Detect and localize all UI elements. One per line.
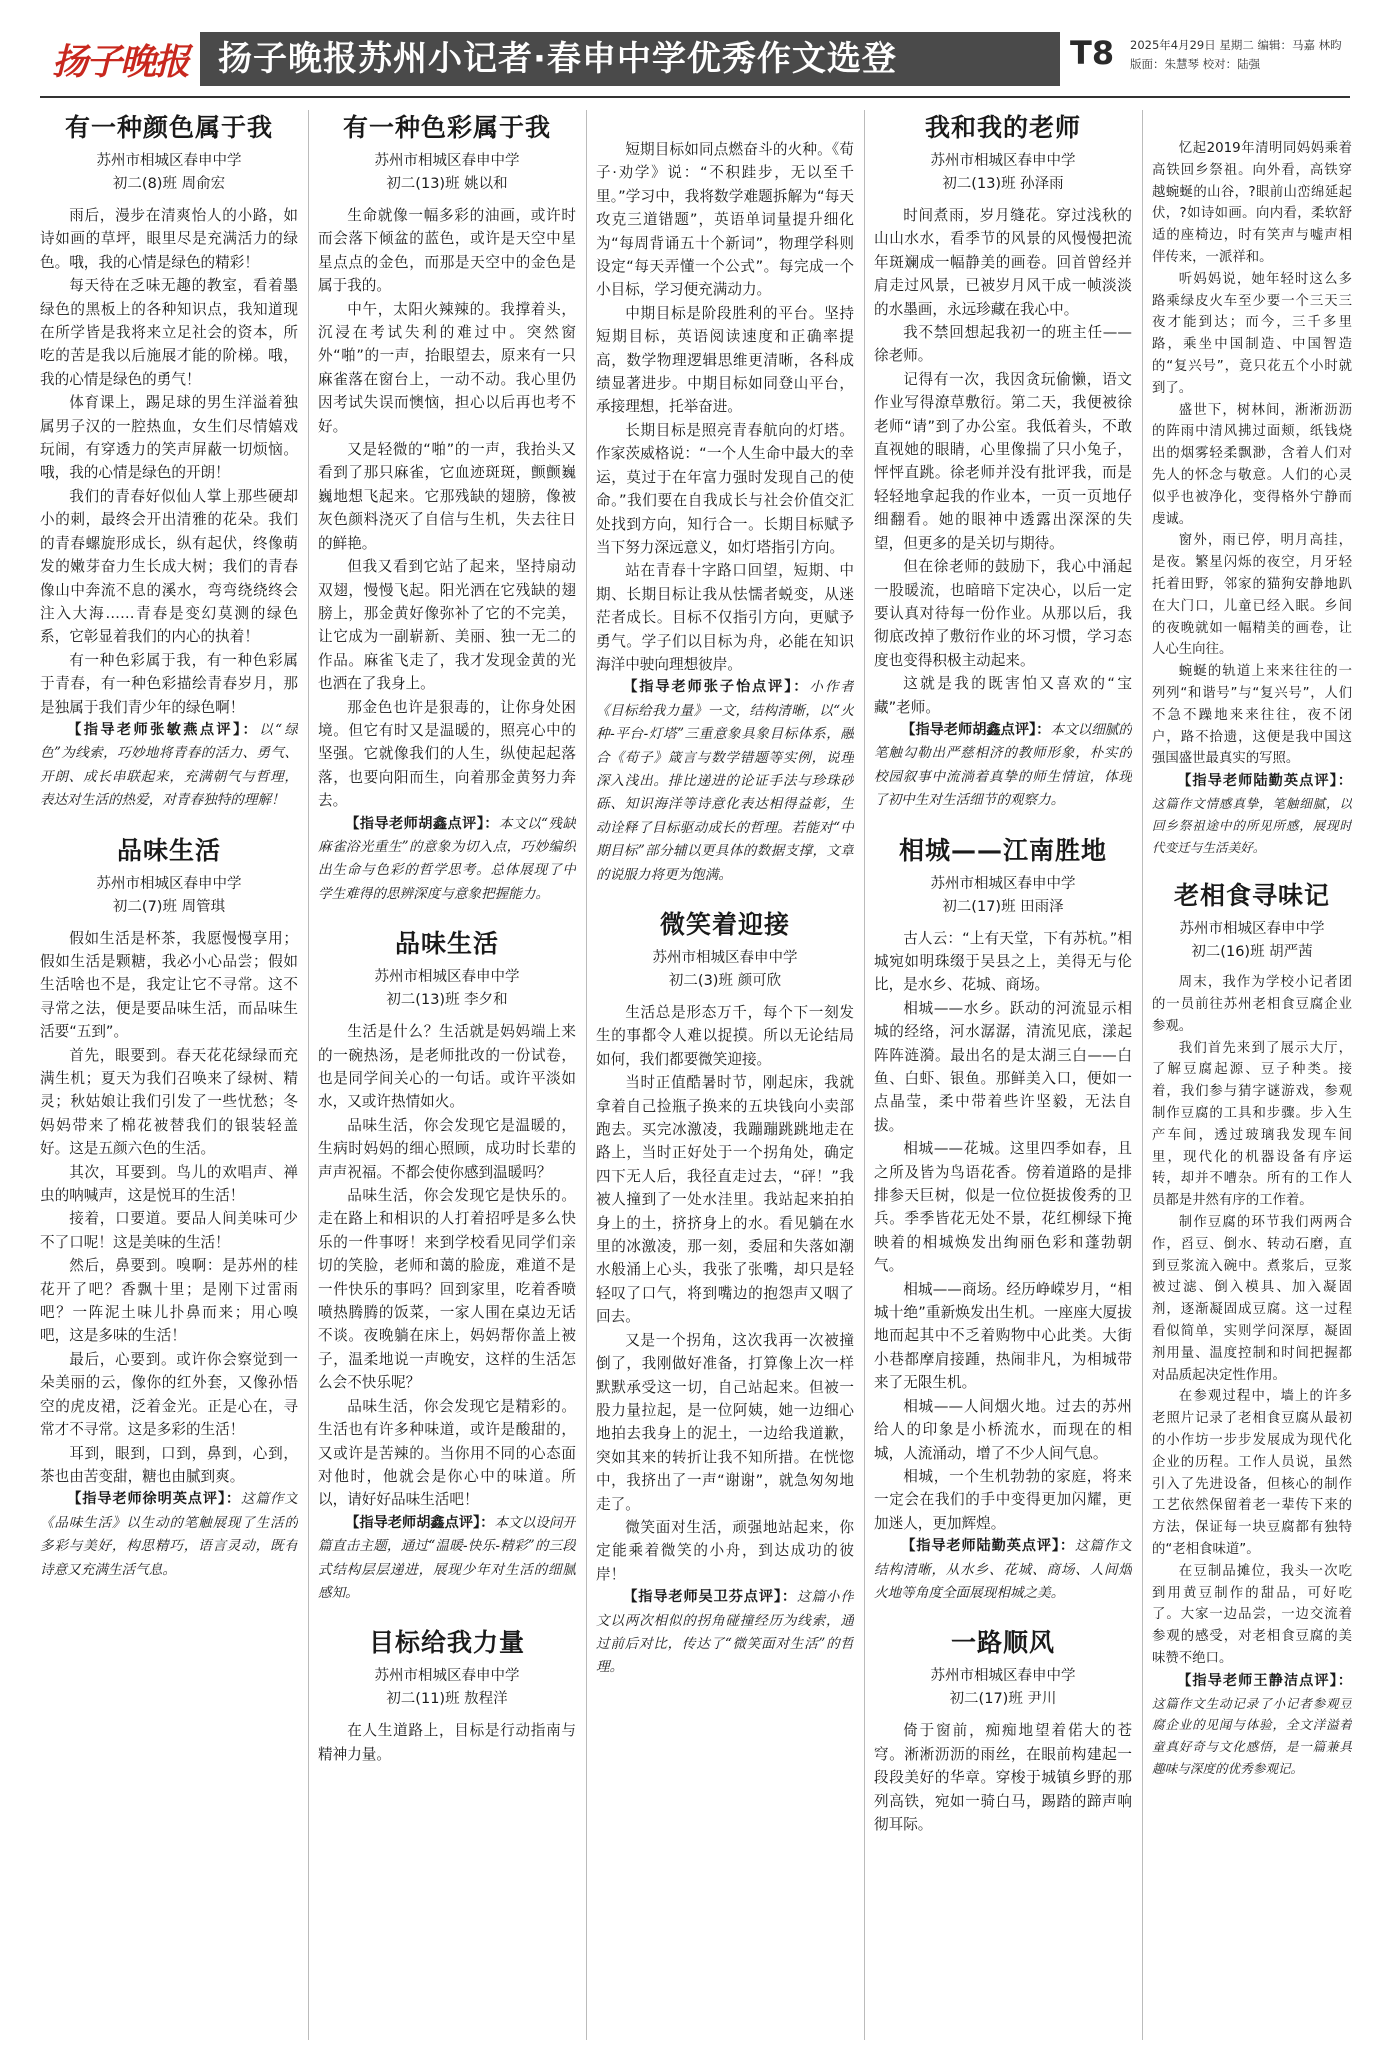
comment-label: 【指导老师张子怡点评】：: [623, 679, 810, 696]
article-author: 初二(3)班 颜可欣: [668, 973, 782, 989]
article-school: 苏州市相城区春申中学: [930, 1668, 1076, 1685]
article-paragraph: 记得有一次，我因贪玩偷懒，语文作业写得潦草敷衍。第二天，我便被徐老师“请”到了办公室。我低着头，不敢直视她的眼睛，心里像揣了只小兔子，怦怦直跳。徐老师并没有批评我，而是轻轻地拿起我的作业本，一页一页地仔细翻看。她的眼神中透露出深深的失望，但更多的是关切与期待。: [874, 370, 1132, 552]
article-paragraph: 古人云：“上有天堂，下有苏杭。”相城宛如明珠缀于吴县之上，美得无与伦比，是水乡、花城、商场。: [874, 929, 1132, 994]
page-number: T8: [1070, 34, 1115, 72]
article-school: 苏州市相城区春申中学: [930, 153, 1076, 169]
comment-label: 【指导老师张敏燕点评】：: [67, 721, 260, 738]
article-paragraph: 中期目标是阶段胜利的平台。坚持短期目标，英语阅读速度和正确率提高，数学物理逻辑思维更清晰，各科成绩显著进步。中期目标如同登山平台，承接理想，托举奋进。: [596, 304, 854, 416]
article-paragraph: 我们的青春好似仙人掌上那些硬却小的刺，最终会开出清雅的花朵。我们的青春螺旋形成长，纵有起伏，终像萌发的嫩芽奋力生长成大树；我们的青春像山中奔流不息的溪水，弯弯绕绕终会注入大海……青春是变幻莫测的绿色系，它彰显着我们的内心的执着！: [40, 487, 298, 646]
article-author: 初二(17)班 尹川: [949, 1691, 1057, 1708]
comment-text: 这篇小作文以两次相似的拐角碰撞经历为线索，通过前后对比，传达了“微笑面对生活”的哲理。: [596, 1589, 854, 1676]
page-meta: [1130, 36, 1360, 74]
teacher-comment: [874, 1535, 1132, 1605]
comment-text: 本文以设问开篇直击主题，通过“温暖-快乐-精彩”的三段式结构层层递进，展现少年对生活的细腻感知。: [318, 1514, 576, 1601]
article-title: 品味生活: [394, 929, 499, 959]
article-paragraph: 又是一个拐角，这次我再一次被撞倒了，我刚做好准备，打算像上次一样默默承受这一切，自己站起来。但被一股力量拉起，是一位阿姨，她一边细心地拍去我身上的泥土，一边给我道歉，突如其来的转折让我不知所措。在恍惚中，我挤出了一声“谢谢”，就急匆匆地走了。: [596, 1331, 854, 1513]
article-paragraph: 生活总是形态万千，每个下一刻发生的事都令人难以捉摸。所以无论结局如何，我们都要微笑迎接。: [596, 1004, 854, 1068]
column-divider: [308, 110, 309, 2040]
article-paragraph: 生命就像一幅多彩的油画，或许时而会落下倾盆的蓝色，或许是天空中星星点点的金色，而那是天空中的金色是属于我的。: [318, 207, 576, 295]
comment-label: 【指导老师胡鑫点评】：: [345, 815, 499, 832]
article-paragraph: 然后，鼻要到。嗅啊：是苏州的桂花开了吧？香飘十里；是刚下过雷雨吧？一阵泥土味儿扑鼻而来；用心嗅吧，这是多味的生活！: [40, 1257, 298, 1345]
column-2: [318, 104, 576, 1766]
article-paragraph: 制作豆腐的环节我们两两合作，舀豆、倒水、转动石磨，直到豆浆流入碗中。煮浆后，豆浆被过滤、倒入模具、加入凝固剂，逐渐凝固成豆腐。这一过程看似简单，实则学问深厚，凝固剂用量、温度控制和时间把握都对品质起决定性作用。: [1152, 1215, 1352, 1383]
teacher-comment: [596, 676, 854, 887]
article-paragraph: 在人生道路上，目标是行动指南与精神力量。: [318, 1722, 576, 1763]
article-continued: [596, 138, 854, 887]
meta-layout-proof: 版面：朱慧琴 校对：陆强: [1130, 57, 1261, 71]
article-title: 有一种颜色属于我: [64, 113, 273, 142]
article-paragraph: 接着，口要道。要品人间美味可少不了口呢！这是美味的生活！: [40, 1210, 298, 1251]
article-paragraph: 相城——花城。这里四季如春，且之所及皆为鸟语花香。傍着道路的是排排参天巨树，似是一位位挺拔俊秀的卫兵。季季皆花无处不景，花红柳绿下掩映着的相城焕发出绚丽色彩和蓬勃朝气。: [874, 1140, 1132, 1275]
article-paragraph: 站在青春十字路口回望，短期、中期、长期目标让我从怯懦者蜕变，从迷茫者成长。目标不仅指引方向，更赋予勇气。学子们以目标为舟，必能在知识海洋中驶向理想彼岸。: [596, 562, 854, 673]
meta-date-editor: 2025年4月29日 星期二 编辑：马嘉 林昀: [1130, 38, 1342, 52]
article-paragraph: 体育课上，踢足球的男生洋溢着独属男子汉的一腔热血，女生们尽情嬉戏玩闹，有穿透力的笑声屏蔽一切烦恼。哦，我的心情是绿色的开朗！: [40, 394, 298, 482]
article-title: 我和我的老师: [924, 113, 1081, 142]
article-paragraph: 雨后，漫步在清爽怡人的小路，如诗如画的草坪，眼里尽是充满活力的绿色。哦，我的心情是绿色的精彩！: [40, 207, 298, 271]
article-title: 目标给我力量: [368, 1628, 525, 1658]
comment-label: 【指导老师陆勤英点评】：: [1177, 773, 1352, 790]
article-paragraph: 盛世下，树林间，淅淅沥沥的阵雨中清风拂过面颊，纸钱烧出的烟雾轻柔飘渺，含着人们对先人的怀念与敬意。人们的心灵似乎也被净化，变得格外宁静而虔诚。: [1152, 402, 1352, 527]
comment-text: 这篇作文生动记录了小记者参观豆腐企业的见闻与体验，全文洋溢着童真好奇与文化感悟，是一篇兼具趣味与深度的优秀参观记。: [1152, 1695, 1352, 1776]
article: [318, 928, 576, 1605]
article-paragraph: 中午，太阳火辣辣的。我撑着头，沉浸在考试失利的难过中。突然窗外“啪”的一声，抬眼望去，原来有一只麻雀落在窗台上，一动不动。我心里仍因考试失误而懊恼，担心以后再也考不好。: [318, 300, 576, 435]
article-paragraph: 其次，耳要到。鸟儿的欢唱声、禅虫的呐喊声，这是悦耳的生活！: [40, 1163, 298, 1205]
article-paragraph: 耳到，眼到，口到，鼻到，心到，茶也由苦变甜，糖也由腻到爽。: [40, 1444, 298, 1485]
article: [318, 1627, 576, 1766]
article-paragraph: 当时正值酷暑时节，刚起床，我就拿着自己捡瓶子换来的五块钱向小卖部跑去。买完冰激凌，我蹦蹦跳跳地走在路上，当时正好处于一个拐角处，确定四下无人后，我径直走过去，“砰！”我被人撞到了一处水洼里。我站起来拍拍身上的土，挤挤身上的水。看见躺在水里的冰激凌，那一刻，委屈和失落如潮水般涌上心头，我张了张嘴，却只是轻轻叹了口气，将到嘴边的抱怨声又咽了回去。: [596, 1074, 854, 1326]
article-paragraph: 我不禁回想起我初一的班主任——徐老师。: [874, 324, 1132, 365]
article-paragraph: 我们首先来到了展示大厅，了解豆腐起源、豆子种类。接着，我们参与猜字谜游戏，参观制作豆腐的工具和步骤。步入生产车间，透过玻璃我发现车间里，现代化的机器设备有序运转，却并不嘈杂。所有的工作人员都是井然有序的工作着。: [1152, 1040, 1352, 1209]
column-divider: [864, 110, 865, 2040]
article: [1152, 880, 1352, 1779]
comment-text: 这篇作文结构清晰，从水乡、花城、商场、人间烟火地等角度全面展现相城之美。: [874, 1538, 1132, 1601]
article: [874, 112, 1132, 813]
teacher-comment: [596, 1586, 854, 1680]
article-continued: [1152, 138, 1352, 858]
article-author: 初二(11)班 敖程洋: [386, 1691, 508, 1708]
article-school: 苏州市相城区春申中学: [96, 153, 242, 169]
article: [40, 112, 298, 813]
article-author: 初二(13)班 李夕和: [386, 992, 508, 1009]
article-school: 苏州市相城区春申中学: [374, 969, 520, 986]
page-banner: 扬子晚报苏州小记者·春申中学优秀作文选登: [200, 32, 1060, 86]
article-paragraph: 又是轻微的“啪”的一声，我抬头又看到了那只麻雀，它血迹斑斑，颤颤巍巍地想飞起来。它那残缺的翅膀，像被灰色颜料浇灭了自信与生机，失去往日的鲜艳。: [318, 441, 576, 552]
teacher-comment: [40, 1488, 298, 1582]
article-paragraph: 相城——水乡。跃动的河流显示相城的经络，河水潺潺，清流见底，漾起阵阵涟漪。最出名的是太湖三白——白鱼、白虾、银鱼。那鲜美入口，便如一点晶莹，柔中带着些许坚毅，无法自拔。: [874, 999, 1132, 1134]
column-1: [40, 104, 298, 1582]
teacher-comment: [318, 813, 576, 907]
article-paragraph: 周末，我作为学校小记者团的一员前往苏州老相食豆腐企业参观。: [1152, 975, 1352, 1034]
article-paragraph: 每天待在乏味无趣的教室，看着墨绿色的黑板上的各种知识点，我知道现在所学皆是我将来立足社会的资本，所吃的苦是我以后施展才能的阶梯。哦，我的心情是绿色的勇气！: [40, 277, 298, 388]
article: [874, 835, 1132, 1606]
comment-text: 本文以细腻的笔触勾勒出严慈相济的教师形象，朴实的校园叙事中流淌着真挚的师生情谊，体现了初中生对生活细节的观察力。: [874, 721, 1132, 809]
article-paragraph: 忆起2019年清明同妈妈乘着高铁回乡祭祖。向外看，高铁穿越蜿蜒的山谷，?眼前山峦绵延起伏，?如诗如画。向内看，柔软舒适的座椅边，时有笑声与嘘声相伴传来，一派祥和。: [1152, 141, 1352, 265]
article-paragraph: 微笑面对生活，顽强地站起来，你定能乘着微笑的小舟，到达成功的彼岸！: [596, 1518, 854, 1583]
article-paragraph: 有一种色彩属于我，有一种色彩属于青春，有一种色彩描绘青春岁月，那是独属于我们青少年的绿色啊！: [40, 651, 298, 716]
article-author: 初二(16)班 胡严茜: [1191, 944, 1313, 961]
article-paragraph: 长期目标是照亮青春航向的灯塔。作家茨威格说：“一个人生命中最大的幸运，莫过于在年富力强时发现自己的使命。”我们要在自我成长与社会价值交汇处找到方向，知行合一。长期目标赋予当下努力深远意义，如灯塔指引方向。: [596, 421, 854, 556]
article-school: 苏州市相城区春申中学: [374, 153, 520, 169]
comment-text: 以“绿色”为线索，巧妙地将青春的活力、勇气、开朗、成长串联起来，充满朝气与哲理，表达对生活的热爱，对青春独特的理解！: [40, 721, 298, 809]
teacher-comment: [40, 719, 298, 813]
article-paragraph: 相城——人间烟火地。过去的苏州给人的印象是小桥流水，而现在的相城，人流涌动，增了不少人间气息。: [874, 1397, 1132, 1462]
article-title: 老相食寻味记: [1173, 881, 1330, 911]
comment-label: 【指导老师陆勤英点评】：: [901, 1538, 1075, 1555]
article-author: 初二(13)班 孙泽雨: [942, 176, 1064, 192]
article-paragraph: 听妈妈说，她年轻时这么多路乘绿皮火车至少要一个三天三夜才能到达；而今，三千多里路，乘坐中国制造、中国智造的“复兴号”，竟只花五个小时就到了。: [1152, 271, 1352, 396]
article-paragraph: 相城——商场。经历峥嵘岁月，“相城十绝”重新焕发出生机。一座座大厦拔地而起其中不乏着购物中心此类。大街小巷都摩肩接踵，热闹非凡，为相城带来了无限生机。: [874, 1280, 1132, 1392]
comment-label: 【指导老师胡鑫点评】：: [345, 1514, 495, 1531]
teacher-comment: [318, 1512, 576, 1606]
page-header: [40, 28, 1350, 92]
article-paragraph: 相城，一个生机勃勃的家庭，将来一定会在我们的手中变得更加闪耀，更加迷人，更加辉煌。: [874, 1467, 1132, 1532]
column-divider: [1142, 110, 1143, 2040]
article-paragraph: 时间煮雨，岁月缝花。穿过浅秋的山山水水，看季节的风景的风慢慢把流年斑斓成一幅静美的画卷。回首曾经并肩走过风景，已被岁月风干成一帧淡淡的水墨画，永远珍藏在我心中。: [874, 207, 1132, 318]
teacher-comment: [1152, 770, 1352, 858]
comment-text: 本文以“残缺麻雀浴光重生”的意象为切入点，巧妙编织出生命与色彩的哲学思考。总体展现了中学生难得的思辨深度与意象把握能力。: [318, 815, 576, 902]
article-paragraph: 但在徐老师的鼓励下，我心中涌起一股暖流，也暗暗下定决心，以后一定要认真对待每一份作业。从那以后，我彻底改掉了敷衍作业的坏习惯，学习态度也变得积极主动起来。: [874, 558, 1132, 669]
comment-label: 【指导老师吴卫芬点评】：: [623, 1589, 797, 1606]
article-paragraph: 但我又看到它站了起来，坚持扇动双翅，慢慢飞起。阳光洒在它残缺的翅膀上，那金黄好像弥补了它的不完美，让它成为一副崭新、美丽、独一无二的作品。麻雀飞走了，我才发现金黄的光也洒在了我身上。: [318, 558, 576, 693]
article-paragraph: 生活是什么？生活就是妈妈端上来的一碗热汤，是老师批改的一份试卷，也是同学间关心的一句话。或许平淡如水，又或许热情如火。: [318, 1023, 576, 1111]
newspaper-logo: 扬子晚报: [52, 41, 189, 83]
article-title: 微笑着迎接: [659, 910, 790, 939]
article-school: 苏州市相城区春申中学: [1179, 921, 1325, 938]
comment-label: 【指导老师徐明英点评】：: [67, 1491, 241, 1508]
teacher-comment: [1152, 1670, 1352, 1780]
article-school: 苏州市相城区春申中学: [652, 950, 798, 966]
column-3: [596, 138, 854, 1680]
article: [874, 1627, 1132, 1836]
article-author: 初二(8)班 周俞宏: [112, 176, 226, 192]
comment-label: 【指导老师王静洁点评】：: [1177, 1672, 1352, 1689]
article: [596, 909, 854, 1680]
article-paragraph: 窗外，雨已停，明月高挂，是夜。繁星闪烁的夜空，月牙轻托着田野，邻家的猫狗安静地趴在大门口，儿童已经入眠。乡间的夜晚就如一幅精美的画卷，让人心生向往。: [1152, 533, 1352, 658]
comment-text: 这篇作文情感真挚，笔触细腻，以回乡祭祖途中的所见所感，展现时代变迁与生活美好。: [1152, 795, 1352, 855]
article-paragraph: 在豆制品摊位，我头一次吃到用黄豆制作的甜品，可好吃了。大家一边品尝，一边交流着参观的感受，对老相食豆腐的美味赞不绝口。: [1152, 1563, 1352, 1666]
article-title: 有一种色彩属于我: [342, 113, 551, 142]
comment-text: 这篇作文《品味生活》以生动的笔触展现了生活的多彩与美好，构思精巧，语言灵动，既有诗意又充满生活气息。: [40, 1491, 298, 1578]
column-4: [874, 104, 1132, 1836]
article-author: 初二(7)班 周管琪: [112, 898, 226, 915]
article-paragraph: 倚于窗前，痴痴地望着偌大的苍穹。淅淅沥沥的雨丝，在眼前构建起一段段美好的华章。穿梭于城镇乡野的那列高铁，宛如一骑白马，踢踏的蹄声响彻耳际。: [874, 1722, 1132, 1833]
teacher-comment: [874, 719, 1132, 813]
article-title: 品味生活: [116, 835, 221, 865]
article-paragraph: 那金色也许是狠毒的，让你身处困境。但它有时又是温暖的，照亮心中的坚强。它就像我们的人生，纵使起起落落，也要向阳而生，向着那金黄努力奔去。: [318, 698, 576, 810]
comment-label: 【指导老师胡鑫点评】：: [901, 721, 1051, 738]
article-school: 苏州市相城区春申中学: [96, 875, 242, 892]
comment-text: 小作者《目标给我力量》一文，结构清晰，以“火种-平台-灯塔”三重意象具象目标体系，融合《荀子》箴言与数学错题等实例，说理深入浅出。排比递进的论证手法与珍珠砂砾、知识海洋等诗意化表达相得益彰，生动诠释了目标驱动成长的哲理。若能对“中期目标”部分辅以更具体的数据支撑，文章的说服力将更为饱满。: [596, 679, 854, 883]
article-school: 苏州市相城区春申中学: [930, 875, 1076, 892]
article-paragraph: 品味生活，你会发现它是精彩的。生活也有许多种味道，或许是酸甜的，又或许是苦辣的。当你用不同的心态面对他时，他就会是你心中的味道。所以，请好好品味生活吧！: [318, 1397, 576, 1509]
article-author: 初二(13)班 姚以和: [386, 176, 508, 192]
article-paragraph: 假如生活是杯茶，我愿慢慢享用；假如生活是颗糖，我必小心品尝；假如生活啥也不是，我定让它不寻常。这不寻常之法，便是要品味生活，而品味生活要“五到”。: [40, 929, 298, 1041]
header-rule: [40, 96, 1350, 98]
article-title: 相城——江南胜地: [898, 835, 1107, 865]
article: [318, 112, 576, 906]
article-paragraph: 品味生活，你会发现它是温暖的，生病时妈妈的细心照顾，成功时长辈的声声祝福。不都会使你感到温暖吗？: [318, 1116, 576, 1181]
column-divider: [586, 110, 587, 2040]
article-paragraph: 这就是我的既害怕又喜欢的“宝藏”老师。: [874, 675, 1132, 716]
article: [40, 835, 298, 1582]
article-school: 苏州市相城区春申中学: [374, 1668, 520, 1685]
article-paragraph: 品味生活，你会发现它是快乐的。走在路上和相识的人打着招呼是多么快乐的一件事呀！来到学校看见同学们亲切的笑脸，老师和蔼的脸庞，难道不是一件快乐的事吗？回到家里，吃着香喷喷热腾腾的饭菜，一家人围在桌边无话不谈。夜晚躺在床上，妈妈帮你盖上被子，温柔地说一声晚安，这样的生活怎么会不快乐呢？: [318, 1187, 576, 1392]
article-paragraph: 蜿蜒的轨道上来来往往的一列列“和谐号”与“复兴号”，人们不急不躁地来来往往，夜不闭户，路不拾遗，这便是我中国这强国盛世最真实的写照。: [1152, 664, 1352, 767]
article-paragraph: 首先，眼要到。春天花花绿绿而充满生机；夏天为我们召唤来了绿树、精灵；秋姑娘让我们引发了一些忧愁；冬妈妈带来了棉花被替我们的银装轻盖好。这是五颜六色的生活。: [40, 1046, 298, 1158]
article-paragraph: 最后，心要到。或许你会察觉到一朵美丽的云，像你的红外套，又像孙悟空的虎皮裙，泛着金光。正是心在，寻常才不寻常。这是多彩的生活！: [40, 1350, 298, 1439]
article-paragraph: 短期目标如同点燃奋斗的火种。《荀子·劝学》说：“不积跬步，无以至千里。”学习中，我将数学难题拆解为“每天攻克三道错题”，英语单词量提升细化为“每周背诵五十个新词”，物理学科则设定“每天弄懂一个公式”。每完成一个小目标，学习便充满动力。: [596, 141, 854, 299]
article-title: 一路顺风: [950, 1628, 1055, 1658]
article-author: 初二(17)班 田雨泽: [942, 898, 1064, 915]
article-paragraph: 在参观过程中，墙上的许多老照片记录了老相食豆腐从最初的小作坊一步步发展成为现代化企业的历程。工作人员说，虽然引入了先进设备，但核心的制作工艺依然保留着老一辈传下来的方法，保证每一块豆腐都有独特的“老相食味道”。: [1152, 1389, 1352, 1558]
column-5: [1152, 138, 1352, 1780]
